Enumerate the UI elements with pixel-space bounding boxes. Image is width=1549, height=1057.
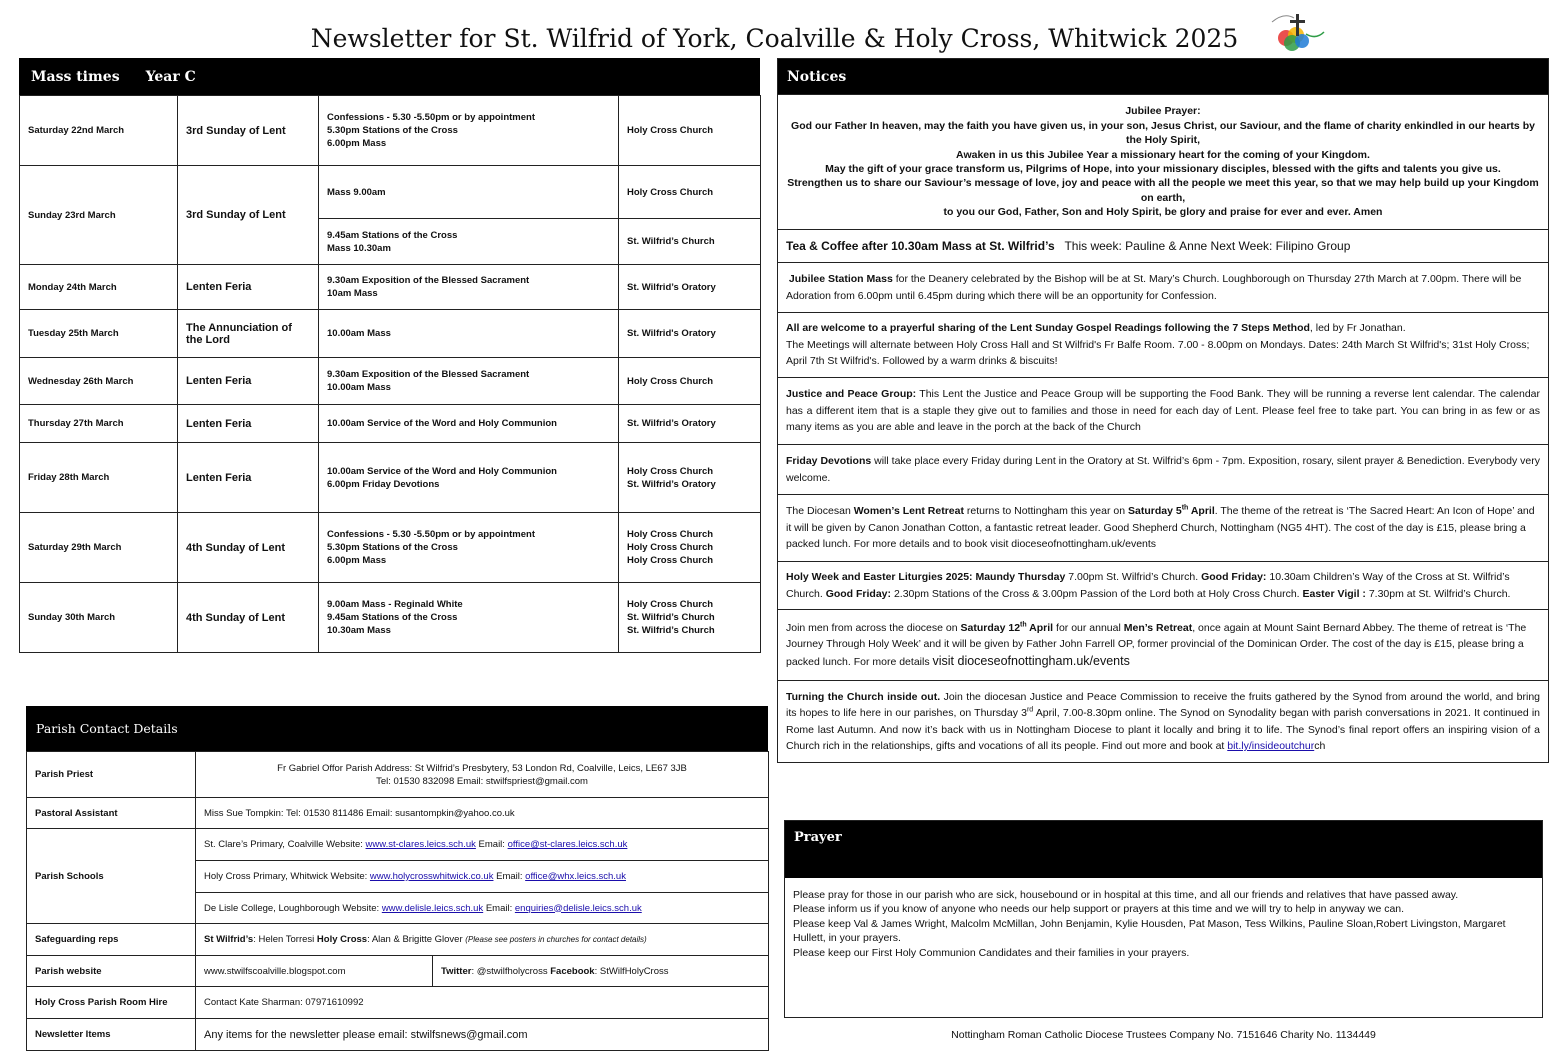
liturgical-day: 3rd Sunday of Lent xyxy=(178,166,319,265)
mass-row xyxy=(20,265,761,310)
mass-date: Saturday 22nd March xyxy=(20,96,178,166)
jubilee-line: God our Father In heaven, may the faith you have given us, in your son, Jesus Christ, our Saviour, and the flame of charity enkindled in our hearts by the Holy Spirit, xyxy=(791,119,1535,147)
text: April, 7.00-8.30pm online. The Synod on Synodality began with parish conversations in 2021. It continued in Rome last Autumn. And now it’s back with us in Nottingham Diocese to plant it locally and bring it to life. The Synod’s final report offers an inspiring vision of a Church rich in the relationships, gifts and vocations of all its people. Find out more and book at xyxy=(786,707,1540,752)
friday-text: will take place every Friday during Lent in the Oratory at St. Wilfrid’s 6pm - 7pm. Exposition, rosary, silent prayer & Benediction. Everybody very welcome. xyxy=(786,455,1540,484)
text: . The theme of the retreat is ‘The Sacred Heart: An Icon of Hope’ and it will be given by Canon Jonathan Cotton, a fantastic retreat leader. Good Shepherd Church, Nottingham (NG5 4HT). The cost of the day is £15, please bring a packed lunch. For more details and to book visit dioceseofnottingham.uk/events xyxy=(786,505,1535,551)
school-row xyxy=(196,861,769,893)
school-name: De Lisle College, Loughborough Website: xyxy=(204,902,382,914)
friday-heading: Friday Devotions xyxy=(786,455,872,467)
social-media xyxy=(433,956,769,987)
website-address: www.stwilfscoalville.blogspot.com xyxy=(196,956,433,987)
text: , once again at Mount Saint Bernard Abbey. The theme of retreat is ‘The Journey Through Holy Week’ and it will be given by Father John Farrell OP, former provincial of the Dominican Order. The cost of the day is £15, please bring a packed lunch. For more details xyxy=(786,621,1527,668)
easter-vigil-label: Easter Vigil : xyxy=(1302,587,1366,600)
ordinal: th xyxy=(1020,621,1027,629)
tea-coffee-notice xyxy=(778,229,1548,262)
mass-events-line: Mass 9.00am xyxy=(327,186,386,198)
mass-date: Tuesday 25th March xyxy=(20,310,178,358)
tea-heading: Tea & Coffee after 10.30am Mass at St. Wilfrid’s xyxy=(786,238,1055,253)
mass-location xyxy=(619,310,761,358)
retreat-month: April xyxy=(1026,621,1054,634)
holy-week-heading: Holy Week and Easter Liturgies 2025: Maundy Thursday xyxy=(786,571,1066,583)
school-email-link[interactable]: office@st-clares.leics.sch.uk xyxy=(507,839,628,850)
mass-location xyxy=(619,513,761,583)
mass-date: Sunday 30th March xyxy=(20,583,178,653)
text: for our annual xyxy=(1053,621,1124,634)
text: ch xyxy=(1314,740,1326,752)
holy-week-notice xyxy=(778,561,1548,609)
mass-events xyxy=(319,443,619,513)
facebook-label: Facebook xyxy=(550,965,595,977)
school-name: Holy Cross Primary, Whitwick Website: xyxy=(204,871,370,882)
mass-location-line: Holy Cross Church xyxy=(627,186,714,198)
events-link-text: visit dioceseofnottingham.uk/events xyxy=(932,653,1130,668)
safeguarding-note: (Please see posters in churches for contact details) xyxy=(465,935,647,944)
prayer-line: Please inform us if you know of anyone who needs our help support or prayers at this time and we will try to help in anyway we can. xyxy=(793,903,1405,916)
mass-date: Friday 28th March xyxy=(20,443,178,513)
mass-times-section xyxy=(19,58,760,653)
mass-location-line: Holy Cross Church xyxy=(627,529,714,540)
mass-events-line: 5.30pm Stations of the Cross xyxy=(327,542,458,553)
mass-location xyxy=(619,358,761,405)
liturgical-day: The Annunciation of the Lord xyxy=(178,310,319,358)
mass-events xyxy=(319,405,619,443)
mass-date: Wednesday 26th March xyxy=(20,358,178,405)
ordinal: th xyxy=(1181,504,1189,512)
school-email-link[interactable]: office@whx.leics.sch.uk xyxy=(525,871,626,882)
priest-address: Fr Gabriel Offor Parish Address: St Wilfrid’s Presbytery, 53 London Rd, Coalville, Leics, LE67 3JB xyxy=(277,762,687,774)
school-website-link[interactable]: www.st-clares.leics.sch.uk xyxy=(365,839,476,850)
ordinal: rd xyxy=(1026,706,1034,714)
justice-heading: Justice and Peace Group: xyxy=(786,388,917,401)
liturgical-day: Lenten Feria xyxy=(178,358,319,405)
text: Email: xyxy=(493,871,526,882)
mass-location-line: Holy Cross Church xyxy=(627,555,714,566)
mass-events-line: 10.00am Service of the Word and Holy Communion xyxy=(327,465,557,477)
mass-location xyxy=(619,443,761,513)
gospel-sharing-notice xyxy=(778,312,1548,377)
mass-events-line: 9.00am Mass - Reginald White xyxy=(327,599,463,610)
retreat-date: Saturday 5 xyxy=(1127,505,1182,518)
text: Email: xyxy=(483,902,515,914)
mass-events-line: Mass 10.30am xyxy=(327,242,391,254)
school-email-link[interactable]: enquiries@delisle.leics.sch.uk xyxy=(514,902,642,914)
mass-row xyxy=(20,166,761,219)
mass-date: Thursday 27th March xyxy=(20,405,178,443)
liturgical-day: 4th Sunday of Lent xyxy=(178,583,319,653)
jubilee-line: Jubilee Prayer: xyxy=(1125,105,1201,118)
mass-events-line: 6.00pm Mass xyxy=(327,555,387,566)
text: 10.30am Children’s Way of the Cross at St. Wilfrid’s Church. xyxy=(786,571,1510,600)
liturgical-day: 4th Sunday of Lent xyxy=(178,513,319,583)
text: Email: xyxy=(475,839,508,850)
mass-events-line: 6.00pm Mass xyxy=(327,138,387,149)
mass-location-line: St. Wilfrid’s Church xyxy=(627,612,715,623)
retreat-month: April xyxy=(1188,505,1215,518)
mass-location xyxy=(619,96,761,166)
jubilee-line: May the gift of your grace transform us, Pilgrims of Hope, into your missionary disciples, blessed with the gifts and talents you give us. xyxy=(825,163,1501,175)
station-mass-heading: Jubilee Station Mass xyxy=(788,273,893,285)
mass-events-line: 10.00am Mass xyxy=(327,328,391,339)
newsletter-items-details: Any items for the newsletter please email: stwilfsnews@gmail.com xyxy=(196,1019,769,1051)
school-row xyxy=(196,893,769,924)
mass-events-line: 9.45am Stations of the Cross xyxy=(327,612,458,623)
text: 2.30pm Stations of the Cross & 3.00pm Passion of the Lord both at Holy Cross Church. xyxy=(891,587,1303,600)
womens-retreat-notice xyxy=(778,494,1548,561)
mass-events-line: 10am Mass xyxy=(327,288,378,299)
liturgical-day: Lenten Feria xyxy=(178,405,319,443)
school-row xyxy=(196,829,769,861)
inside-out-heading: Turning the Church inside out. xyxy=(786,690,941,703)
text: Join men from across the diocese on xyxy=(786,621,961,634)
mass-row xyxy=(20,583,761,653)
retreat-date: Saturday 12 xyxy=(960,621,1021,634)
inside-out-link[interactable]: bit.ly/insideoutchur xyxy=(1227,740,1315,752)
liturgical-day: Lenten Feria xyxy=(178,443,319,513)
mass-location-line: Holy Cross Church xyxy=(627,542,714,553)
text: returns to Nottingham this year on xyxy=(963,505,1128,518)
church-name: St Wilfrid’s xyxy=(204,934,254,945)
contact-header: Parish Contact Details xyxy=(26,706,768,751)
jubilee-line: Strengthen us to share our Saviour’s message of love, joy and peace with all the people we meet this year, so that we may help build up your Kingdom on earth, xyxy=(787,177,1539,204)
twitter-handle: : @stwilfholycross xyxy=(471,965,551,977)
tea-rota: This week: Pauline & Anne Next Week: Filipino Group xyxy=(1064,238,1351,253)
school-website-link[interactable]: www.holycrosswhitwick.co.uk xyxy=(369,871,494,882)
justice-text: This Lent the Justice and Peace Group will be supporting the Food Bank. They will be running a reverse lent calendar. The calendar has a different item that is a staple they give out to families and those in need for each day of Lent. Please feel free to take part. You can bring in as few or as many items as you are able and leave in the porch at the back of the Church xyxy=(786,388,1540,434)
mass-events xyxy=(319,265,619,310)
good-friday-label: Good Friday: xyxy=(1201,571,1267,583)
mass-events xyxy=(319,96,619,166)
mass-row xyxy=(20,405,761,443)
newsletter-items-label: Newsletter Items xyxy=(27,1019,196,1051)
mass-location xyxy=(619,265,761,310)
safeguarding-label: Safeguarding reps xyxy=(27,924,196,956)
twitter-label: Twitter xyxy=(441,965,472,977)
mass-location-line: St. Wilfrid's Oratory xyxy=(627,328,716,339)
mass-row xyxy=(20,96,761,166)
mass-times-header xyxy=(19,58,760,95)
website-label: Parish website xyxy=(27,956,196,987)
text: : Alan & Brigitte Glover xyxy=(367,934,466,945)
mens-retreat-notice xyxy=(778,609,1548,680)
mass-location-line: St. Wilfrid’s Oratory xyxy=(627,478,716,490)
mass-events-line: 10.00am Service of the Word and Holy Communion xyxy=(327,418,557,429)
mass-location-line: Holy Cross Church xyxy=(627,599,714,610)
mass-location-line: St. Wilfrid’s Church xyxy=(627,625,715,636)
mens-retreat-heading: Men’s Retreat xyxy=(1123,621,1193,634)
mass-events-line: 9.45am Stations of the Cross xyxy=(327,229,458,241)
priest-label: Parish Priest xyxy=(27,752,196,798)
mass-events-line: 9.30am Exposition of the Blessed Sacrament xyxy=(327,369,530,380)
safeguarding-details xyxy=(196,924,769,956)
station-mass-text: for the Deanery celebrated by the Bishop will be at St. Mary’s Church. Loughborough on Thursday 27th March at 7.00pm. There will be Adoration from 6.00pm until 6.45pm during which there will be an opportunity for Confession. xyxy=(786,273,1522,302)
gospel-dates: The Meetings will alternate between Holy Cross Hall and St Wilfrid's Fr Balfe Room. 7.00 - 8.00pm on Mondays. Dates: 24th March St Wilfrid's; 31st Holy Cross; April 7th St Wilfrid's. Followed by a warm drinks & biscuits! xyxy=(786,338,1530,368)
text: 7.30pm at St. Wilfrid’s Church. xyxy=(1365,587,1511,600)
school-website-link[interactable]: www.delisle.leics.sch.uk xyxy=(381,902,484,914)
mass-location-line: Holy Cross Church xyxy=(627,125,714,136)
schools-label: Parish Schools xyxy=(27,829,196,924)
station-mass-notice xyxy=(778,262,1548,312)
text: Join the diocesan Justice and Peace Commission to receive the fruits gathered by the Synod from around the world, and bring its hopes to life here in our parishes, on Thursday 3 xyxy=(786,690,1540,719)
text: The Diocesan xyxy=(786,505,854,518)
gospel-heading: All are welcome to a prayerful sharing of the Lent Sunday Gospel Readings following the 7 Steps Method xyxy=(786,322,1310,335)
mass-events-line: 10.30am Mass xyxy=(327,625,391,636)
mass-events-line: Confessions - 5.30 -5.50pm or by appointment xyxy=(327,112,535,123)
liturgical-year: Year C xyxy=(145,68,196,85)
mass-location xyxy=(619,166,761,219)
newsletter-title: Newsletter for St. Wilfrid of York, Coalville & Holy Cross, Whitwick 2025 xyxy=(310,24,1239,53)
pastoral-details: Miss Sue Tompkin: Tel: 01530 811486 Email: susantompkin@yahoo.co.uk xyxy=(196,798,769,829)
prayer-body xyxy=(785,878,1542,960)
mass-location-line: St. Wilfrid’s Oratory xyxy=(627,281,716,293)
womens-retreat-heading: Women’s Lent Retreat xyxy=(853,505,964,518)
mass-events xyxy=(319,310,619,358)
mass-row xyxy=(20,513,761,583)
mass-location-line: Holy Cross Church xyxy=(627,465,714,477)
mass-times-heading: Mass times xyxy=(31,68,120,85)
charity-footer: Nottingham Roman Catholic Diocese Trustees Company No. 7151646 Charity No. 1134449 xyxy=(951,1029,1376,1041)
contact-table xyxy=(26,751,769,1051)
mass-location-line: Holy Cross Church xyxy=(627,375,714,387)
mass-location xyxy=(619,405,761,443)
mass-events xyxy=(319,219,619,265)
mass-events xyxy=(319,166,619,219)
mass-row xyxy=(20,358,761,405)
church-name: Holy Cross xyxy=(316,934,368,945)
mass-events xyxy=(319,358,619,405)
text: 7.00pm St. Wilfrid’s Church. xyxy=(1065,571,1202,583)
mass-date: Sunday 23rd March xyxy=(20,166,178,265)
parish-contact-section xyxy=(26,706,768,1051)
prayer-header: Prayer xyxy=(785,821,1542,878)
mass-events xyxy=(319,583,619,653)
prayer-line: Please keep our First Holy Communion Candidates and their families in your prayers. xyxy=(793,946,1190,959)
good-friday-label: Good Friday: xyxy=(825,587,892,600)
room-hire-label: Holy Cross Parish Room Hire xyxy=(27,987,196,1019)
mass-location xyxy=(619,583,761,653)
mass-row xyxy=(20,443,761,513)
mass-location-line: St. Wilfrid’s Oratory xyxy=(627,418,716,429)
facebook-handle: : StWilfHolyCross xyxy=(594,965,669,977)
jubilee-logo-icon xyxy=(1266,10,1328,54)
notices-section xyxy=(777,58,1549,763)
mass-row xyxy=(20,310,761,358)
mass-location xyxy=(619,219,761,265)
mass-date: Monday 24th March xyxy=(20,265,178,310)
jubilee-line: to you our God, Father, Son and Holy Spirit, be glory and praise for ever and ever. Amen xyxy=(943,206,1383,219)
school-name: St. Clare’s Primary, Coalville Website: xyxy=(204,839,366,850)
mass-events-line: 10.00am Mass xyxy=(327,382,391,393)
priest-details xyxy=(196,752,769,798)
gospel-leader: , led by Fr Jonathan. xyxy=(1309,322,1406,335)
prayer-section xyxy=(784,820,1543,1018)
text: : Helen Torresi xyxy=(253,934,317,945)
church-inside-out-notice xyxy=(778,680,1548,762)
jubilee-prayer xyxy=(778,94,1548,229)
liturgical-day: Lenten Feria xyxy=(178,265,319,310)
room-hire-details: Contact Kate Sharman: 07971610992 xyxy=(196,987,769,1019)
prayer-line: Please pray for those in our parish who are sick, housebound or in hospital at this time, and all our friends and relatives that have passed away. xyxy=(793,889,1459,901)
mass-date: Saturday 29th March xyxy=(20,513,178,583)
mass-events-line: Confessions - 5.30 -5.50pm or by appointment xyxy=(327,529,535,540)
mass-times-table xyxy=(19,95,761,653)
notices-header: Notices xyxy=(778,59,1548,94)
priest-phone-email: Tel: 01530 832098 Email: stwilfspriest@gmail.com xyxy=(376,775,588,787)
mass-events-line: 6.00pm Friday Devotions xyxy=(327,478,440,490)
prayer-line: Please keep Val & James Wright, Malcolm McMillan, John Benjamin, Kylie Housden, Pat Mason, Tess Wilkins, Pauline Sloan,Robert Livingston, Margaret Hullett, in your prayers. xyxy=(793,917,1506,945)
friday-devotions-notice xyxy=(778,444,1548,494)
mass-location-line: St. Wilfrid’s Church xyxy=(627,236,715,247)
liturgical-day: 3rd Sunday of Lent xyxy=(178,96,319,166)
jubilee-line: Awaken in us this Jubilee Year a missionary heart for the coming of your Kingdom. xyxy=(956,148,1370,161)
mass-events-line: 5.30pm Stations of the Cross xyxy=(327,125,458,136)
mass-events xyxy=(319,513,619,583)
justice-peace-notice xyxy=(778,377,1548,444)
pastoral-label: Pastoral Assistant xyxy=(27,798,196,829)
mass-events-line: 9.30am Exposition of the Blessed Sacrament xyxy=(327,275,530,286)
